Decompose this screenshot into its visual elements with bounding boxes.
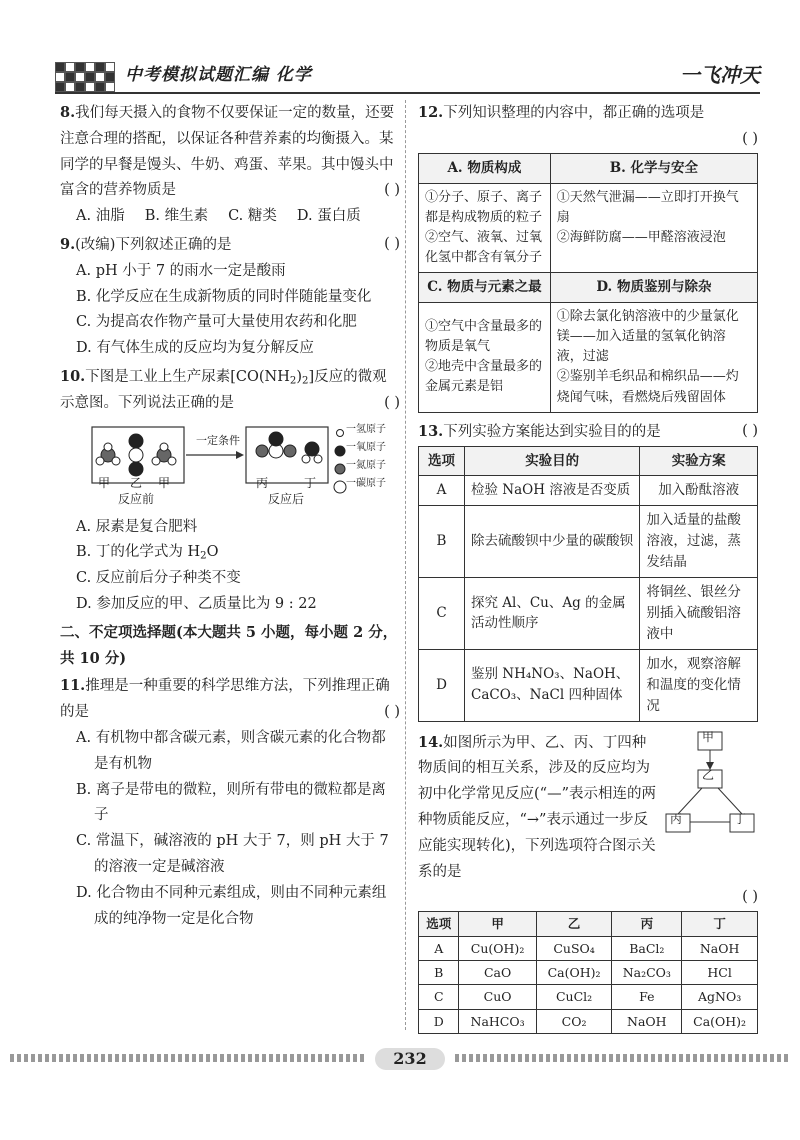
question-stem: 下列知识整理的内容中，都正确的选项是 [443, 105, 705, 121]
before-label-2: 乙 [130, 475, 143, 490]
table-row [419, 649, 758, 721]
after-label-2: 丁 [304, 475, 317, 490]
legend-nitrogen: 一氮原子 [346, 459, 386, 471]
relation-diagram [662, 730, 758, 836]
row-plan: 加入适量的盐酸溶液，过滤，蒸发结晶 [640, 506, 758, 578]
after-caption: 反应后 [268, 491, 305, 506]
question-number: 14. [418, 733, 444, 751]
node-yi: 乙 [702, 767, 715, 782]
header-yi: 乙 [536, 912, 612, 936]
cell-a-line-1: ①分子、原子、离子都是构成物质的粒子 [425, 189, 543, 225]
row-label: C [419, 985, 459, 1009]
cell-jia: CaO [459, 960, 536, 984]
footer-band-left [10, 1054, 365, 1062]
question-10: 10.下图是工业上生产尿素$[CO(NH_2)_2]$反应的微观示意图。下列说法正确的是 ( ) 一定条件 甲 乙 甲 丙 丁 反应前 反应后 一氢原子 一氧原子 一氮原子 一碳原子 A. 尿素是复合肥料 B. 丁的化学式为 $H_2O$ C. 反应前后分子种类不变 D. 参加反应的甲、乙质量比为 9 : 22 [60, 364, 400, 618]
answer-paren: ( ) [742, 422, 758, 439]
option-d: D. 有气体生成的反应均为复分解反应 [76, 340, 314, 357]
cell-c-head: C. 物质与元素之最 [419, 273, 551, 303]
cell-ding: AgNO₃ [682, 985, 758, 1009]
header-plan: 实验方案 [640, 446, 758, 476]
question-stem: 推理是一种重要的科学思维方法，下列推理正确的是 [60, 678, 390, 721]
option-a: A. 油脂 [76, 208, 125, 225]
table-row [419, 476, 758, 506]
question-stem: 我们每天摄入的食物不仅要保证一定的数量，还要注意合理的搭配，以保证各种营养素的均衡摄入。某同学的早餐是馒头、牛奶、鸡蛋、苹果。其中馒头中富含的营养物质是 [60, 105, 395, 199]
header-purpose: 实验目的 [465, 446, 640, 476]
answer-paren: ( ) [384, 182, 400, 199]
before-label-1: 甲 [98, 475, 111, 490]
header-option: 选项 [419, 912, 459, 936]
substance-table [418, 911, 758, 1034]
option-d: D. 参加反应的甲、乙质量比为 9 : 22 [76, 595, 317, 612]
question-9 [60, 232, 400, 362]
brand-logo: 一飞冲天 [680, 63, 760, 87]
section-heading: 二、不定项选择题(本大题共 5 小题，每小题 2 分，共 10 分) [60, 623, 398, 667]
table-row [419, 578, 758, 650]
node-jia: 甲 [702, 729, 715, 744]
question-14 [418, 730, 758, 1034]
option-a: A. 尿素是复合肥料 [76, 518, 198, 535]
row-label: C [419, 578, 465, 650]
option-c: C. 反应前后分子种类不变 [76, 570, 241, 587]
answer-paren: ( ) [384, 235, 400, 252]
row-label: A [419, 936, 459, 960]
table-row [419, 506, 758, 578]
question-13 [418, 419, 758, 722]
page-number: 232 [375, 1048, 445, 1070]
cell-yi: CuSO₄ [536, 936, 612, 960]
question-number: 8. [60, 104, 76, 121]
cell-c-line-1: ①空气中含量最多的物质是氧气 [425, 319, 543, 355]
table-row [419, 936, 758, 960]
checker-logo-icon [55, 62, 115, 92]
cell-jia: NaHCO₃ [459, 1009, 536, 1033]
option-d: D. 化合物由不同种元素组成，则由不同种元素组成的纯净物一定是化合物 [76, 884, 387, 927]
question-stem: 如图所示为甲、乙、丙、丁四种物质间的相互关系，涉及的反应均为初中化学常见反应(“—”表示相连的两种物质能反应，“→”表示通过一步反应能实现转化)，下列选项符合图示关系的是 [418, 734, 656, 880]
table-row [419, 960, 758, 984]
option-c: C. 糖类 [228, 208, 277, 225]
option-b: B. 维生素 [144, 208, 209, 225]
cell-bing: Na₂CO₃ [612, 960, 682, 984]
question-stem-c: ]反应的微观示意图。下列说法正确的是 [60, 368, 387, 411]
cell-bing: BaCl₂ [612, 936, 682, 960]
header-bing: 丙 [612, 912, 682, 936]
header-rule [55, 92, 760, 94]
legend-carbon: 一碳原子 [346, 477, 386, 489]
question-12 [418, 100, 758, 413]
row-purpose: 除去硫酸钡中少量的碳酸钡 [465, 506, 640, 578]
row-label: B [419, 960, 459, 984]
cell-bing: NaOH [612, 1009, 682, 1033]
cell-jia: Cu(OH)₂ [459, 936, 536, 960]
cell-b-line-2: ②海鲜防腐——甲醛溶液浸泡 [556, 229, 726, 245]
cell-a-body [419, 183, 551, 273]
question-stem: (改编)下列叙述正确的是 [75, 236, 232, 253]
footer-band-right [455, 1054, 790, 1062]
question-stem-a: 下图是工业上生产尿素[CO(NH [85, 368, 290, 385]
cell-ding: Ca(OH)₂ [682, 1009, 758, 1033]
table-row [419, 1009, 758, 1033]
options-row [76, 204, 400, 230]
before-label-3: 甲 [158, 475, 171, 490]
row-purpose: 探究 Al、Cu、Ag 的金属活动性顺序 [465, 578, 640, 650]
option-b-text: B. 丁的化学式为 H [76, 544, 201, 561]
cell-d-line-1: ①除去氯化钠溶液中的少量氯化镁——加入适量的氢氧化钠溶液，过滤 [556, 309, 739, 365]
option-a: A. pH 小于 7 的雨水一定是酸雨 [76, 262, 286, 279]
question-stem-b: ) [296, 368, 302, 385]
book-title: 中考模拟试题汇编 化学 [125, 65, 312, 85]
table-row [419, 985, 758, 1009]
question-number: 12. [418, 104, 444, 121]
question-number: 10. [60, 367, 86, 385]
option-b: B. 丁的化学式为 $H_2O$ [76, 544, 219, 562]
cell-b-head: B. 化学与安全 [550, 153, 757, 183]
row-plan: 加水，观察溶解和温度的变化情况 [640, 649, 758, 721]
right-column [418, 100, 758, 1036]
answer-paren: ( ) [742, 889, 758, 906]
legend-oxygen: 一氧原子 [346, 441, 386, 453]
question-11 [60, 673, 400, 932]
condition-label: 一定条件 [196, 433, 240, 447]
cell-ding: NaOH [682, 936, 758, 960]
row-plan: 加入酚酞溶液 [640, 476, 758, 506]
row-plan: 将铜丝、银丝分别插入硫酸铝溶液中 [640, 578, 758, 650]
node-ding: 丁 [734, 811, 747, 826]
cell-d-body [550, 303, 757, 413]
node-bing: 丙 [670, 811, 683, 826]
row-purpose: 鉴别 NH₄NO₃、NaOH、CaCO₃、NaCl 四种固体 [465, 649, 640, 721]
row-purpose: 检验 NaOH 溶液是否变质 [465, 476, 640, 506]
left-column [60, 100, 400, 934]
cell-c-body [419, 303, 551, 413]
cell-bing: Fe [612, 985, 682, 1009]
cell-yi: Ca(OH)₂ [536, 960, 612, 984]
cell-ding: HCl [682, 960, 758, 984]
page-footer [10, 1048, 790, 1068]
cell-yi: CO₂ [536, 1009, 612, 1033]
header-ding: 丁 [682, 912, 758, 936]
after-label-1: 丙 [256, 475, 269, 490]
question-number: 11. [60, 677, 86, 695]
option-b: B. 离子是带电的微粒，则所有带电的微粒都是离子 [76, 781, 386, 824]
option-d: D. 蛋白质 [296, 208, 361, 225]
header-option: 选项 [419, 446, 465, 476]
option-b-tail: O [206, 544, 219, 561]
question-8 [60, 100, 400, 230]
page-header [55, 58, 760, 98]
cell-jia: CuO [459, 985, 536, 1009]
question-stem: 下列实验方案能达到实验目的的是 [443, 423, 661, 440]
cell-a-line-2: ②空气、液氧、过氧化氢中都含有氧分子 [425, 229, 543, 265]
question-number: 13. [418, 422, 444, 440]
reaction-diagram [78, 423, 386, 509]
cell-a-head: A. 物质构成 [419, 153, 551, 183]
answer-paren: ( ) [384, 394, 400, 411]
answer-paren: ( ) [742, 130, 758, 147]
row-label: A [419, 476, 465, 506]
option-c: C. 为提高农作物产量可大量使用农药和化肥 [76, 314, 357, 331]
row-label: D [419, 1009, 459, 1033]
question-number: 9. [60, 235, 76, 253]
option-b: B. 化学反应在生成新物质的同时伴随能量变化 [76, 288, 372, 305]
row-label: D [419, 649, 465, 721]
cell-c-line-2: ②地壳中含量最多的金属元素是铝 [425, 359, 543, 395]
cell-b-line-1: ①天然气泄漏——立即打开换气扇 [556, 189, 739, 225]
column-divider [405, 100, 406, 1030]
before-caption: 反应前 [118, 491, 155, 506]
header-jia: 甲 [459, 912, 536, 936]
row-label: B [419, 506, 465, 578]
option-a: A. 有机物中都含碳元素，则含碳元素的化合物都是有机物 [76, 729, 386, 772]
cell-d-line-2: ②鉴别羊毛织品和棉织品——灼烧闻气味，看燃烧后残留固体 [556, 369, 739, 405]
answer-paren: ( ) [384, 704, 400, 721]
legend-hydrogen: 一氢原子 [346, 423, 386, 435]
cell-b-body [550, 183, 757, 273]
option-c: C. 常温下，碱溶液的 pH 大于 7，则 pH 大于 7 的溶液一定是碱溶液 [76, 833, 389, 875]
knowledge-table [418, 153, 758, 413]
cell-d-head: D. 物质鉴别与除杂 [550, 273, 757, 303]
cell-yi: CuCl₂ [536, 985, 612, 1009]
experiment-table [418, 446, 758, 722]
